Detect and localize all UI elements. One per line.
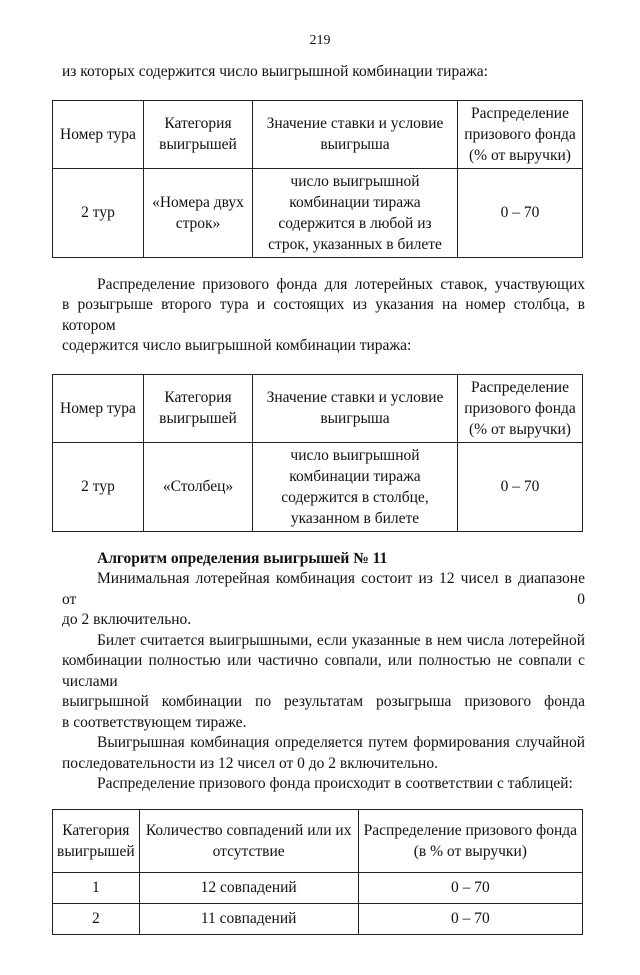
cell: 0 – 70 [458,168,583,257]
header-cell: Значение ставки и условие выигрыша [253,100,458,168]
cell: 2 [53,903,140,934]
paragraph-line: в розыгрыше второго тура и состоящих из указания на номер столбца, в котором [62,296,585,334]
paragraph-line: Распределение призового фонда происходит в соответствии с таблицей: [97,775,573,792]
cell: 0 – 70 [358,903,582,934]
cell: число выигрышной комбинации тиража содержится в столбце, указанном в билете [253,442,458,531]
header-cell: Распределение призового фонда (в % от выручки) [358,809,582,872]
cell: «Номера двух строк» [144,168,253,257]
table-row [53,903,583,934]
table-row [53,168,583,257]
cell: 1 [53,872,140,903]
cell: 2 тур [53,442,144,531]
table-row [53,442,583,531]
table-header-row [53,374,583,442]
cell: 11 совпадений [139,903,358,934]
paragraph-line: комбинации полностью или частично совпали, или полностью не совпали с числами [62,652,585,690]
cell: 2 тур [53,168,144,257]
paragraph-line: Выигрышная комбинация определяется путем формирования случайной [97,734,585,751]
paragraph-line: в соответствующем тираже. [62,713,247,731]
header-cell: Номер тура [53,374,144,442]
table-header-row [53,100,583,168]
cell: число выигрышной комбинации тиража содержится в любой из строк, указанных в билете [253,168,458,257]
section-heading: Алгоритм определения выигрышей № 11 [97,549,388,567]
header-cell: Категория выигрышей [53,809,140,872]
paragraph-line: Минимальная лотерейная комбинация состоит из 12 чисел в диапазоне от 0 [62,570,585,608]
header-cell: Категория выигрышей [144,100,253,168]
page-number: 219 [309,33,331,48]
table-prize-column [52,374,583,532]
cell: 12 совпадений [139,872,358,903]
header-cell: Распределение призового фонда (% от выручки) [458,100,583,168]
table-row [53,872,583,903]
header-cell: Категория выигрышей [144,374,253,442]
header-cell: Количество совпадений или их отсутствие [139,809,358,872]
cell: «Столбец» [144,442,253,531]
header-cell: Номер тура [53,100,144,168]
paragraph-line: Распределение призового фонда для лотерейных ставок, участвующих [97,275,585,293]
paragraph-line: содержится число выигрышной комбинации тиража: [62,337,412,354]
header-cell: Значение ставки и условие выигрыша [253,374,458,442]
paragraph-line: до 2 включительно. [62,611,192,628]
header-cell: Распределение призового фонда (% от выручки) [458,374,583,442]
paragraph-line: последовательности из 12 чисел от 0 до 2 включительно. [62,754,438,772]
table-header-row [53,809,583,872]
cell: 0 – 70 [458,442,583,531]
intro-line: из которых содержится число выигрышной комбинации тиража: [62,63,488,80]
cell: 0 – 70 [358,872,582,903]
table-prize-matches [52,809,583,935]
table-prize-rows [52,100,583,258]
paragraph-line: Билет считается выигрышными, если указанные в нем числа лотерейной [97,631,585,649]
paragraph-line: выигрышной комбинации по результатам розыгрыша призового фонда [62,693,585,710]
